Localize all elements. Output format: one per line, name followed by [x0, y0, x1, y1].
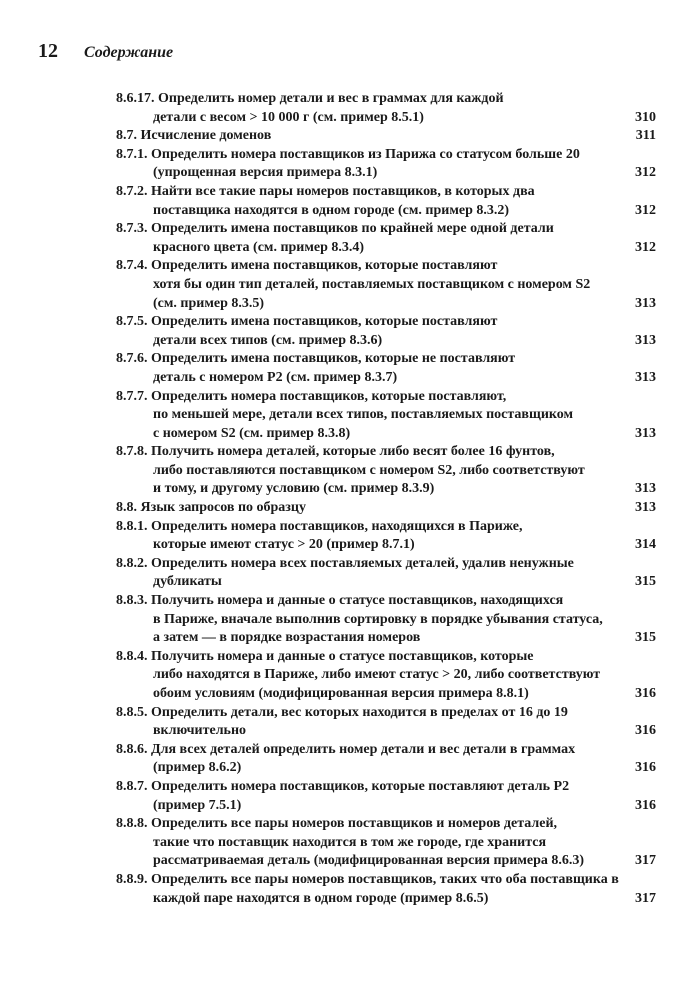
toc-entry — [116, 90, 656, 127]
toc-entry-page-number: 317 — [635, 853, 656, 869]
toc-entry-number: 8.8.2. — [116, 555, 148, 571]
toc-entry — [116, 350, 656, 387]
toc-entry-text: Исчисление доменов — [140, 128, 272, 144]
toc-entry-text: деталь с номером P2 (см. пример 8.3.7) — [153, 369, 398, 385]
toc-entry-text: Определить номера поставщиков из Парижа со статусом больше 20 — [151, 146, 580, 162]
toc-entry-number: 8.8.3. — [116, 593, 148, 609]
toc-entry-number: 8.8.9. — [116, 871, 148, 887]
toc-entry-text: рассматриваемая деталь (модифицированная версия примера 8.6.3) — [153, 853, 585, 869]
toc-entry — [116, 220, 656, 257]
toc-entry — [116, 518, 656, 555]
toc-entry-page-number: 312 — [635, 239, 656, 255]
toc-entry-page-number: 316 — [635, 723, 656, 739]
toc-entry-text: включительно — [153, 723, 247, 739]
toc-entry-page-number: 316 — [635, 686, 656, 701]
toc-entry-text: Определить номера поставщиков, находящихся в Париже, — [151, 518, 523, 534]
toc-entry — [116, 815, 656, 871]
toc-entry-text: Получить номера и данные о статусе поставщиков, находящихся — [151, 593, 564, 609]
toc-entry-page-number: 316 — [635, 760, 656, 776]
toc-entry-text: Для всех деталей определить номер детали и вес детали в граммах — [151, 741, 576, 757]
toc-entry-text: каждой паре находятся в одном городе (пример 8.6.5) — [153, 890, 489, 906]
toc-entry-text: по меньшей мере, детали всех типов, поставляемых поставщиком — [153, 407, 574, 423]
toc-entry-text: а затем — в порядке возрастания номеров — [153, 630, 421, 646]
toc-entry — [116, 183, 656, 220]
toc-entry-text: в Париже, вначале выполнив сортировку в порядке убывания статуса, — [153, 611, 603, 627]
toc-entry-text: Определить детали, вес которых находится в пределах от 16 до 19 — [151, 704, 568, 720]
toc-entry-number: 8.7.4. — [116, 258, 148, 274]
toc-entry — [116, 778, 656, 815]
toc-entry-page-number: 315 — [635, 630, 656, 646]
toc-entry-text: Определить номера поставщиков, которые поставляют деталь P2 — [151, 778, 570, 794]
toc-entry-text: Получить номера деталей, которые либо весят более 16 фунтов, — [151, 444, 555, 460]
toc-entry-text: Определить имена поставщиков, которые поставляют — [151, 314, 498, 330]
toc-entry-text: Найти все такие пары номеров поставщиков, в которых два — [151, 183, 535, 199]
toc-entry-text: хотя бы один тип деталей, поставляемых поставщиком с номером S2 — [153, 276, 591, 292]
toc-entry — [116, 555, 656, 592]
toc-entry-text: красного цвета (см. пример 8.3.4) — [153, 239, 365, 255]
toc-entry-text: Определить имена поставщиков по крайней мере одной детали — [151, 221, 554, 237]
toc-entry-number: 8.8. — [116, 500, 137, 516]
toc-entry — [116, 127, 656, 146]
page-title: Содержание — [84, 44, 174, 61]
toc-entry-number: 8.8.6. — [116, 741, 148, 757]
toc-entry — [116, 443, 656, 499]
toc-entry — [116, 146, 656, 183]
toc-entry-text: дубликаты — [153, 574, 222, 590]
toc-entry-number: 8.6.17. — [116, 91, 155, 106]
toc-entry — [116, 648, 656, 704]
toc-entry-page-number: 314 — [635, 537, 656, 553]
toc-entry-page-number: 313 — [635, 481, 656, 497]
toc-entry-text: либо поставляются поставщиком с номером S2, либо соответствуют — [153, 462, 585, 478]
toc-entry-number: 8.8.8. — [116, 816, 148, 832]
toc-entry-page-number: 313 — [635, 425, 656, 441]
toc-entry — [116, 499, 656, 518]
toc-entry-page-number: 312 — [635, 202, 656, 218]
toc-entry-text: детали с весом > 10 000 г (см. пример 8.5.1) — [153, 109, 424, 125]
toc-entry-text: Язык запросов по образцу — [140, 500, 306, 516]
toc-entry-number: 8.7.5. — [116, 314, 148, 330]
toc-entry — [116, 871, 656, 908]
toc-entry-number: 8.7.3. — [116, 221, 148, 237]
toc-entry-text: Определить номера поставщиков, которые поставляют, — [151, 388, 507, 404]
toc-entry-text: с номером S2 (см. пример 8.3.8) — [153, 425, 351, 441]
toc-entry-page-number: 316 — [635, 797, 656, 813]
table-of-contents — [116, 90, 656, 908]
toc-entry-page-number: 311 — [635, 128, 656, 144]
toc-entry-text: Определить имена поставщиков, которые не поставляют — [151, 351, 516, 367]
toc-entry-text: детали всех типов (см. пример 8.3.6) — [153, 332, 383, 348]
toc-entry — [116, 388, 656, 444]
toc-entry-number: 8.8.1. — [116, 518, 148, 534]
toc-entry-text: (упрощенная версия примера 8.3.1) — [153, 165, 378, 181]
toc-entry-text: (пример 8.6.2) — [153, 760, 242, 776]
toc-entry-page-number: 313 — [635, 332, 656, 348]
toc-entry-number: 8.7. — [116, 128, 137, 144]
toc-entry — [116, 313, 656, 350]
toc-entry — [116, 592, 656, 648]
toc-entry-number: 8.7.2. — [116, 183, 148, 199]
toc-entry-number: 8.7.1. — [116, 146, 148, 162]
toc-entry-text: (пример 7.5.1) — [153, 797, 242, 813]
toc-entry-text: поставщика находятся в одном городе (см. пример 8.3.2) — [153, 202, 510, 218]
toc-entry-text: Определить все пары номеров поставщиков и номеров деталей, — [151, 816, 558, 832]
toc-entry-text: обоим условиям (модифицированная версия примера 8.8.1) — [153, 686, 529, 701]
toc-entry-number: 8.8.4. — [116, 648, 148, 664]
toc-entry-number: 8.8.5. — [116, 704, 148, 720]
toc-entry-page-number: 317 — [635, 890, 656, 906]
toc-entry-page-number: 315 — [635, 574, 656, 590]
toc-entry-text: такие что поставщик находится в том же городе, где хранится — [153, 834, 547, 850]
toc-entry-number: 8.7.6. — [116, 351, 148, 367]
toc-entry-number: 8.7.8. — [116, 444, 148, 460]
page-header — [38, 40, 173, 63]
toc-entry — [116, 257, 656, 313]
toc-entry-text: либо находятся в Париже, либо имеют статус > 20, либо соответствуют — [153, 667, 601, 683]
toc-entry-page-number: 312 — [635, 165, 656, 181]
toc-entry-text: Получить номера и данные о статусе поставщиков, которые — [151, 648, 534, 664]
toc-entry-text: (см. пример 8.3.5) — [153, 295, 265, 311]
toc-entry-text: и тому, и другому условию (см. пример 8.3.9) — [153, 481, 435, 497]
toc-entry-page-number: 313 — [635, 369, 656, 385]
page-number: 12 — [38, 40, 58, 62]
toc-entry-page-number: 313 — [635, 295, 656, 311]
toc-entry-number: 8.7.7. — [116, 388, 148, 404]
toc-entry-text: Определить все пары номеров поставщиков, таких что оба поставщика в — [151, 871, 619, 887]
toc-entry — [116, 741, 656, 778]
toc-entry-text: Определить номер детали и вес в граммах для каждой — [158, 91, 504, 106]
toc-entry-page-number: 313 — [635, 500, 656, 516]
toc-entry-text: Определить имена поставщиков, которые поставляют — [151, 258, 498, 274]
toc-entry-page-number: 310 — [635, 109, 656, 125]
toc-entry-number: 8.8.7. — [116, 778, 148, 794]
toc-entry-text: Определить номера всех поставляемых деталей, удалив ненужные — [151, 555, 574, 571]
toc-entry — [116, 704, 656, 741]
toc-entry-text: которые имеют статус > 20 (пример 8.7.1) — [153, 537, 415, 553]
